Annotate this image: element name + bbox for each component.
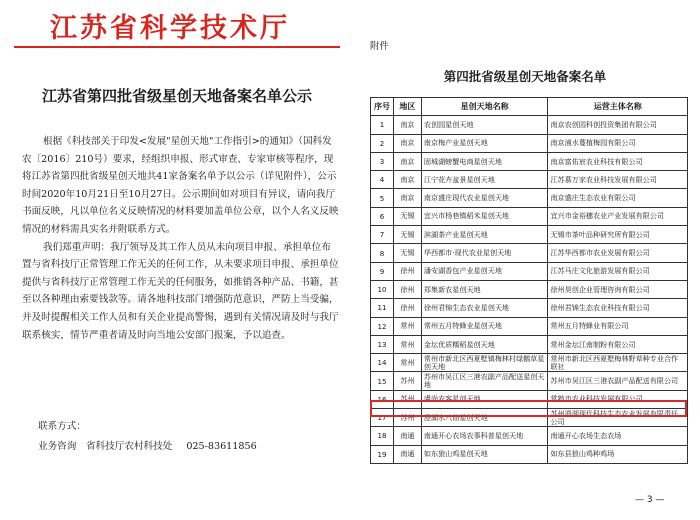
table-row	[371, 317, 688, 335]
cell-operator-name: 常州市新北区西夏墅梅林野草种专业合作联社	[548, 354, 688, 372]
cell-operator-name: 苏州澄湖现代科技生态农业发展有限责任公司	[548, 409, 688, 427]
table-row	[371, 244, 688, 262]
document-body	[22, 133, 340, 344]
paragraph-statement: 我们郑重声明：我厅领导及其工作人员从未向项目申报、承担单位布置与省科技厅正常管理工作无关的任何工作，从未要求项目申报、承担单位提供与省科技厅正常管理工作无关的任何服务，如推销各种产品、书籍，甚至以各种理由索要钱款等。请各地科技部门增强防范意识，严防上当受骗，并及时提醒相关工作人员和有关企业提高警惕，遇到有关情况请及时与我厅联系核实，情节严重者请及时向当地公安部门报案，予以追查。	[22, 241, 339, 341]
cell-space-name: 南京梅产业星创天地	[421, 134, 548, 152]
cell-region: 南京	[393, 134, 421, 152]
cell-space-name: 苏州市吴江区三港农副产品配送星创天地	[421, 372, 548, 390]
contact-department: 业务咨询 省科技厅农村科技处	[38, 441, 173, 452]
cell-index: 17	[371, 409, 394, 427]
header-index: 序号	[371, 98, 394, 116]
cell-index: 14	[371, 354, 394, 372]
table-row	[371, 299, 688, 317]
cell-space-name: 华西都市·现代农业星创天地	[421, 244, 548, 262]
cell-operator-name: 徐州君锦生态农业科技有限公司	[548, 299, 688, 317]
header-space-name: 星创天地名称	[421, 98, 548, 116]
cell-space-name: 南京盛庄现代农业星创天地	[421, 189, 548, 207]
cell-operator-name: 常熟市农业科技发展有限公司	[548, 390, 688, 408]
cell-region: 徐州	[393, 299, 421, 317]
paragraph-announcement: 根据《科技部关于印发<发展"星创天地"工作指引>的通知》（国科发农〔2016〕210号）要求，经组织申报、形式审查、专家审核等程序，现将江苏省第四批省级星创天地共41家备案名单予以公示（详见附件），公示时间2020年10月21日至10月27日。公示期间如对项目有异议，请向我厅书面反映，凡以单位名义反映情况的材料要加盖单位公章，以个人名义反映情况的材料需具实名并附联系方式。	[22, 136, 339, 235]
cell-operator-name: 无锡市茶叶品种研究所有限公司	[548, 226, 688, 244]
cell-index: 5	[371, 189, 394, 207]
table-row	[371, 280, 688, 298]
cell-space-name: 如东狼山鸡星创天地	[421, 445, 548, 463]
cell-space-name: 固城湖螃蟹电商星创天地	[421, 152, 548, 170]
cell-index: 1	[371, 116, 394, 134]
contact-section	[38, 417, 271, 457]
cell-operator-name: 常州五月特蜂业有限公司	[548, 317, 688, 335]
cell-index: 9	[371, 262, 394, 280]
table-row	[371, 116, 688, 134]
cell-operator-name: 南京农创园科创投资集团有限公司	[548, 116, 688, 134]
cell-operator-name: 苏州市吴江区三港农副产品配送有限公司	[548, 372, 688, 390]
cell-operator-name: 南京富佑宸农业科技有限公司	[548, 152, 688, 170]
cell-region: 南通	[393, 445, 421, 463]
table-row	[371, 354, 688, 372]
cell-space-name: 郑集新农星创天地	[421, 280, 548, 298]
cell-index: 10	[371, 280, 394, 298]
cell-space-name: 虞尚农客星创天地	[421, 390, 548, 408]
cell-space-name: 潘安湖香包产业星创天地	[421, 262, 548, 280]
header-region: 地区	[393, 98, 421, 116]
cell-operator-name: 南通开心农场生态农场	[548, 427, 688, 445]
cell-index: 13	[371, 335, 394, 353]
header-operator-name: 运营主体名称	[548, 98, 688, 116]
cell-index: 4	[371, 171, 394, 189]
cell-index: 8	[371, 244, 394, 262]
cell-region: 常州	[393, 354, 421, 372]
cell-index: 18	[371, 427, 394, 445]
table-row	[371, 171, 688, 189]
cell-index: 7	[371, 226, 394, 244]
cell-operator-name: 常州金坛江南制粉有限公司	[548, 335, 688, 353]
table-row	[371, 262, 688, 280]
table-row	[371, 409, 688, 427]
cell-index: 15	[371, 372, 394, 390]
cell-region: 南京	[393, 152, 421, 170]
cell-operator-name: 江苏马庄文化旅游发展有限公司	[548, 262, 688, 280]
attachment-label: 附件	[370, 41, 390, 52]
right-page	[350, 0, 700, 520]
header-red-rule	[14, 46, 340, 48]
cell-index: 19	[371, 445, 394, 463]
table-row	[371, 390, 688, 408]
cell-region: 无锡	[393, 226, 421, 244]
cell-space-name: 金坛优质糯稻星创天地	[421, 335, 548, 353]
registry-table	[370, 97, 688, 464]
cell-operator-name: 江苏慕万家农业科技发展有限公司	[548, 171, 688, 189]
cell-space-name: 南通开心农场农事科普星创天地	[421, 427, 548, 445]
cell-space-name: 滨湖茶产业星创天地	[421, 226, 548, 244]
cell-region: 常州	[393, 317, 421, 335]
cell-space-name: 江宁花卉盆景星创天地	[421, 171, 548, 189]
cell-region: 南京	[393, 116, 421, 134]
table-row	[371, 207, 688, 225]
table-row	[371, 226, 688, 244]
cell-region: 徐州	[393, 262, 421, 280]
cell-index: 16	[371, 390, 394, 408]
cell-region: 无锡	[393, 244, 421, 262]
contact-label: 联系方式：	[38, 421, 86, 432]
table-row	[371, 445, 688, 463]
cell-operator-name: 南京浦水蔓植梅园有限公司	[548, 134, 688, 152]
cell-index: 12	[371, 317, 394, 335]
cell-space-name: 常州市新北区西夏墅镇梅林村绿鹅草星创天地	[421, 354, 548, 372]
cell-space-name: 常州五月特蜂业星创天地	[421, 317, 548, 335]
table-row	[371, 189, 688, 207]
contact-phone: 025-83611856	[186, 441, 257, 452]
cell-operator-name: 宜兴市金裕穗农业产业发展有限公司	[548, 207, 688, 225]
cell-region: 徐州	[393, 280, 421, 298]
cell-region: 南通	[393, 427, 421, 445]
cell-index: 2	[371, 134, 394, 152]
table-row	[371, 372, 688, 390]
table-row	[371, 427, 688, 445]
cell-region: 南京	[393, 171, 421, 189]
table-row	[371, 335, 688, 353]
page-number: — 3 —	[635, 495, 665, 505]
cell-region: 无锡	[393, 207, 421, 225]
list-title: 第四批省级星创天地备案名单	[443, 69, 607, 84]
government-header: 江苏省科学技术厅	[50, 13, 290, 44]
cell-operator-name: 南京盛庄生态农业有限公司	[548, 189, 688, 207]
cell-index: 3	[371, 152, 394, 170]
cell-space-name: 澄湖水八仙星创天地	[421, 409, 548, 427]
document-title: 江苏省第四批省级星创天地备案名单公示	[41, 87, 312, 105]
cell-index: 6	[371, 207, 394, 225]
cell-region: 苏州	[393, 390, 421, 408]
cell-index: 11	[371, 299, 394, 317]
contact-row	[38, 437, 271, 457]
table-header-row	[371, 98, 688, 116]
cell-space-name: 徐州君锦生态农业星创天地	[421, 299, 548, 317]
table-row	[371, 134, 688, 152]
cell-region: 苏州	[393, 409, 421, 427]
cell-operator-name: 徐州昊创企业管理咨询有限公司	[548, 280, 688, 298]
cell-space-name: 宜兴市杨巷镇稻米星创天地	[421, 207, 548, 225]
cell-region: 常州	[393, 335, 421, 353]
cell-space-name: 农创园星创天地	[421, 116, 548, 134]
cell-region: 苏州	[393, 372, 421, 390]
cell-region: 南京	[393, 189, 421, 207]
cell-operator-name: 江苏华西都市农业发展有限公司	[548, 244, 688, 262]
cell-operator-name: 如东县狼山鸡种鸡场	[548, 445, 688, 463]
table-row	[371, 152, 688, 170]
